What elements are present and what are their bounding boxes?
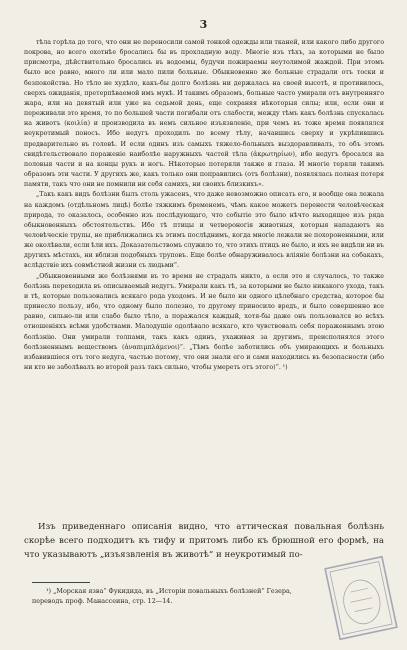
paragraph-2: „Такъ какъ видъ болѣзни былъ столь ужасенъ, что даже невозможно описать его, и вообще она лежала на каждомъ (отдѣльномъ лицѣ) болѣе тяжкимъ бременемъ, чѣмъ какое можетъ перенести человѣческая природа, то оказалось, особенно изъ послѣдующаго, что событіе это было нѣчто выходящее изъ ряда обыкновенныхъ обстоятельствъ. Ибо тѣ птицы и четвероногія животныя, которыя нападаютъ на человѣческіе трупы, не приближались къ этимъ послѣднимъ, когда многіе лежали не похороненными, или же околѣвали, если ѣли ихъ. Доказательствомъ служило то, что этихъ птицъ не было, и ихъ не видѣли ни въ другихъ мѣстахъ, ни вблизи подобныхъ труповъ. Еще болѣе обнаруживалось вліяніе болѣзни на собакахъ, вслѣдствіе ихъ совмѣстной жизни съ людьми“. (24, 191, 385, 270)
paragraph-3: „Обыкновенными же болѣзнями въ то время не страдалъ никто, а если это и случалось, то также болѣзнь переходила въ описываемый недугъ. Умирали какъ тѣ, за которыми не было никакого ухода, такъ и тѣ, которые пользовались всякаго рода уходомъ. И не было ни одного цѣлебнаго средства, которое бы принесло пользу, ибо, что одному было полезно, то другому приносило вредъ, и было совершенно все равно, сильно-ли или слабо было тѣло, а поражался каждый, хотя-бы даже онъ пользовался во всѣхъ отношеніяхъ всѣми удобствами. Малодушіе одолѣвало всякаго, кто чувствовалъ себя пораженнымъ этою болѣзнію. Они умирали толпами, такъ какъ одинъ, ухаживая за другимъ, преисполнялся этого болѣзненнымъ веществомъ (ἀναπιμπλάμενοι)“. „Тѣмъ болѣе заботились объ умирающихъ и больныхъ избавившіеся отъ того недуга, частью потому, что они знали его и сами находились въ безопасности (ибо ни кто не заболѣвалъ во второй разъ такъ сильно, чтобы умереть отъ этого)“. ¹) (24, 272, 384, 371)
footnote-text: ¹) „Морская язва“ Фукидида, въ „Исторіи повальныхъ болѣзней“ Гезера, переводъ проф. Манассеина, стр. 12—14. (32, 587, 292, 605)
footnote (32, 586, 292, 606)
paragraph-1: тѣла горѣла до того, что они не переносили самой тонкой одежды или тканей, или какого либо другого покрова, но всего охотнѣе бросались бы въ прохладную воду. Многіе изъ тѣхъ, за которыми не было присмотра, дѣйствительно бросались въ водоемы, будучи пожираемы неутолимой жаждой. При этомъ было все равно, много ли или мало пили больные. Обыкновенно же больные страдали отъ тоски и безпокойства. Но тѣло не худѣло, какъ-бы долго болѣзнь ни держалась на своей высотѣ, и противилось, сверхъ ожиданія, претерпѣваемой имъ мукѣ. И такимъ образомъ, больные часто умирали отъ внутренняго жара, или на девятый или уже на седьмой день, еще сохраняя нѣкоторыя силы; или, если они и переживали это время, то по большей части погибали отъ слабости, между тѣмъ какъ болѣзнь спускалась на животъ (κοιλία) и производила въ немъ сильное изъязвленіе, при чемъ въ тоже время появлялся неукротимый поносъ. Ибо недугъ проходилъ по всему тѣлу, начавшись сверху и укрѣпившись предварительно въ головѣ. И если одинъ изъ самыхъ тяжело-больныхъ выздоравливалъ, то объ этомъ свидѣтельствовало пораженіе наиболѣе наружныхъ частей тѣла (ἀκρωτηρίων), ибо недугъ бросался на половыя части и на концы рукъ и ногъ. Нѣкоторые потеряли также и глаза. И многіе теряли такимъ образомъ эти части. У другихъ же, какъ только они поправились (отъ болѣзни), появлялась полная потеря памяти, такъ что они не помнили ни себя самихъ, ни своихъ близкихъ». (24, 39, 384, 189)
page-number: 3 (199, 18, 208, 31)
conclusion-paragraph: Изъ приведеннаго описанія видно, что аттическая повальная болѣзнь скорѣе всего подходитъ къ тифу и притомъ либо къ брюшной его формѣ, на что указываютъ „изъязвленія въ животѣ“ и неукротимый по- (24, 522, 384, 561)
library-stamp-icon (323, 554, 399, 641)
stamp-graphic (323, 554, 399, 641)
footnote-divider (32, 582, 90, 583)
body-text (24, 38, 384, 373)
conclusion-text (24, 520, 384, 563)
